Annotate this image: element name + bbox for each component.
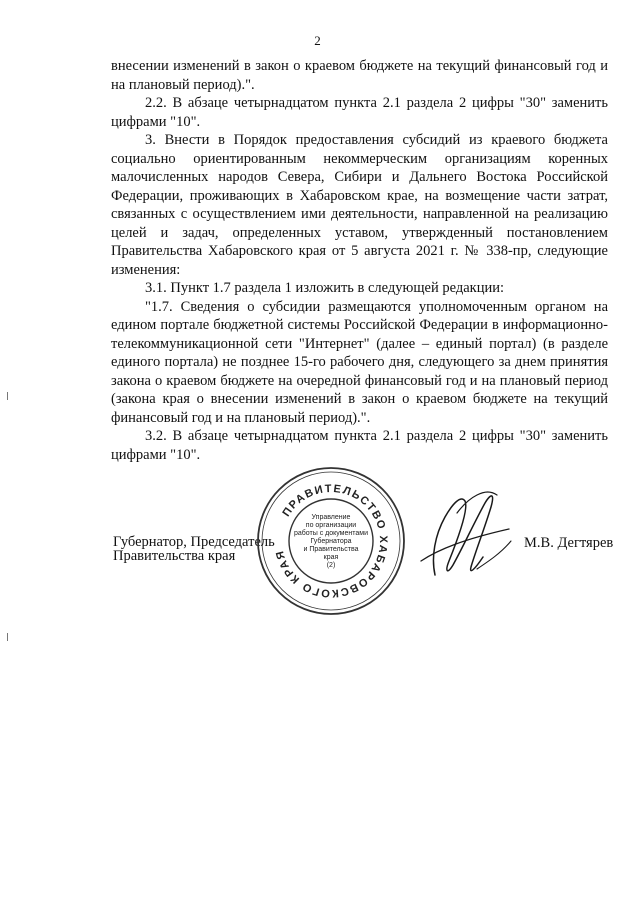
paragraph: 3.1. Пункт 1.7 раздела 1 изложить в следующей редакции: [145, 280, 505, 296]
paragraph: "1.7. Сведения о субсидии размещаются уполномоченным органом на едином портале бюджетной системы Российской Федерации в информационно-телекоммуникационной сети "Интернет" (далее – единый портал) (в разделе единого портала) не позднее 15-го рабочего дня, следующего за днем принятия закона о краевом бюджете на очередной финансовый год и на плановый период (закона края о внесении изменений в закон о краевом бюджете на текущий финансовый год и на плановый период).". [111, 298, 608, 426]
signature-block [113, 535, 275, 563]
paragraph: 2.2. В абзаце четырнадцатом пункта 2.1 раздела 2 цифры "30" заменить цифрами "10". [111, 95, 608, 130]
signer-title-line2: Правительства края [113, 548, 236, 564]
paragraph: 3.2. В абзаце четырнадцатом пункта 2.1 раздела 2 цифры "30" заменить цифрами "10". [111, 428, 608, 463]
handwritten-signature [405, 465, 515, 615]
scan-mark [7, 633, 8, 641]
signer-name: М.В. Дегтярев [524, 535, 614, 551]
document-body [111, 57, 608, 464]
seal-ring-text: ПРАВИТЕЛЬСТВО ХАБАРОВСКОГО КРАЯ [273, 482, 390, 600]
scan-mark [7, 392, 8, 400]
official-seal [256, 466, 406, 616]
paragraph: 3. Внести в Порядок предоставления субсидий из краевого бюджета социально ориентированным некоммерческим организациям коренных малочисленных народов Севера, Сибири и Дальнего Востока Российской Федерации, проживающих в Хабаровском крае, на возмещение части затрат, связанных с осуществлением ими деятельности, направленной на реализацию целей и задач, определенных уставом, утвержденный постановлением Правительства Хабаровского края от 5 августа 2021 г. № 338-пр, следующие изменения: [111, 132, 608, 278]
seal-center-text: Управление по организации работы с документами Губернатора и Правительства края (2) [293, 514, 369, 569]
signer-title-line1: Губернатор, Председатель [113, 534, 275, 550]
paragraph: внесении изменений в закон о краевом бюджете на текущий финансовый год и на плановый период).". [111, 58, 608, 93]
page-number: 2 [314, 33, 321, 48]
